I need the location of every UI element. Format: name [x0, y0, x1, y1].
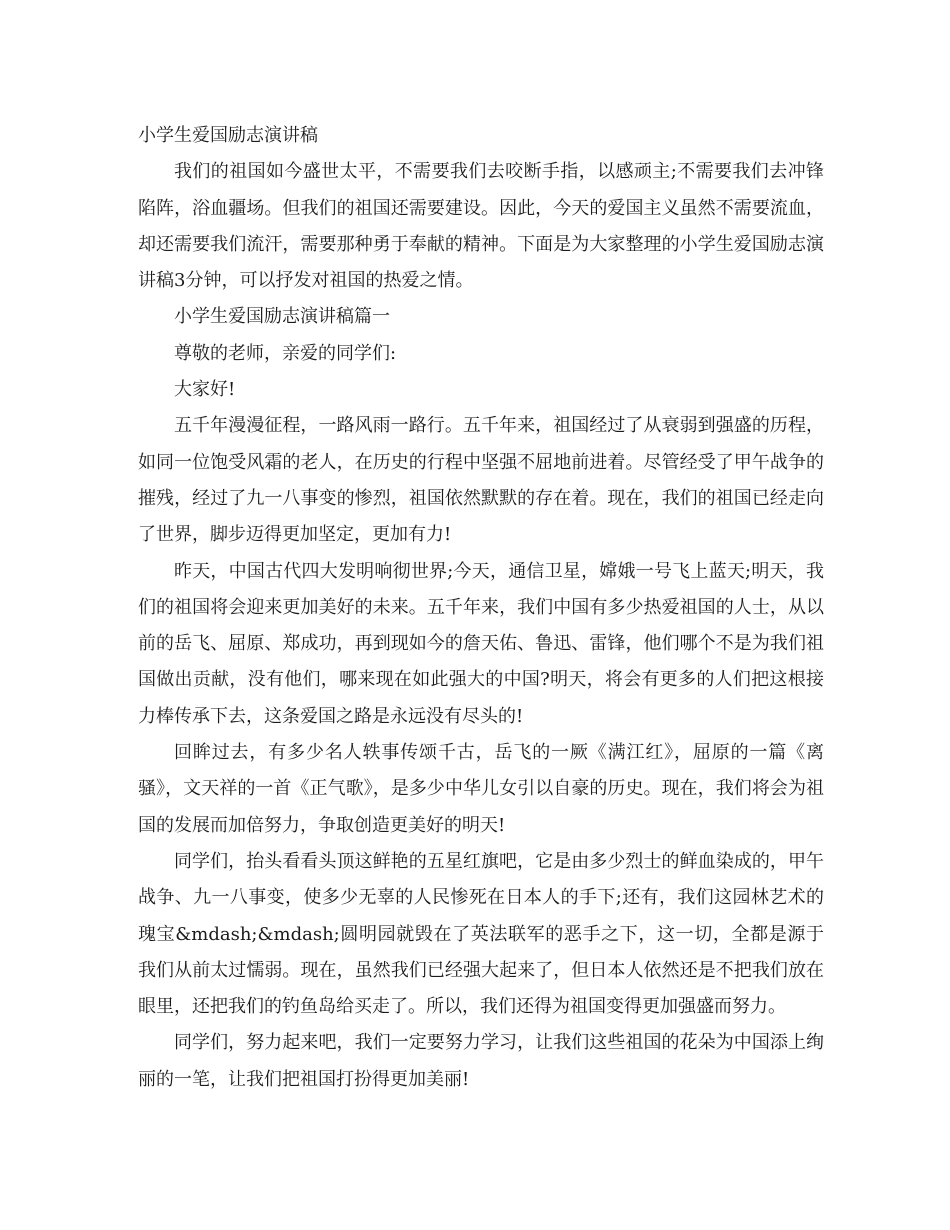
- document-title: 小学生爱国励志演讲稿: [138, 125, 318, 146]
- intro-paragraph: 我们的祖国如今盛世太平，不需要我们去咬断手指，以感顽主;不需要我们去冲锋陷阵，浴血疆场。但我们的祖国还需要建设。因此，今天的爱国主义虽然不需要流血，却还需要我们流汗，需要那种勇于奉献的精神。下面是为大家整理的小学生爱国励志演讲稿3分钟，可以抒发对祖国的热爱之情。: [138, 161, 824, 292]
- body-paragraph: 五千年漫漫征程，一路风雨一路行。五千年来，祖国经过了从衰弱到强盛的历程，如同一位饱受风霜的老人，在历史的行程中坚强不屈地前进着。尽管经受了甲午战争的摧残，经过了九一八事变的惨烈，祖国依然默默的存在着。现在，我们的祖国已经走向了世界，脚步迈得更加坚定，更加有力!: [138, 415, 824, 546]
- body-paragraph: 回眸过去，有多少名人轶事传颂千古，岳飞的一厥《满江红》，屈原的一篇《离骚》，文天祥的一首《正气歌》，是多少中华儿女引以自豪的历史。现在，我们将会为祖国的发展而加倍努力，争取创造更美好的明天!: [138, 742, 824, 836]
- salutation: 尊敬的老师，亲爱的同学们:: [174, 342, 397, 364]
- greeting: 大家好!: [174, 379, 236, 401]
- body-paragraph: 昨天，中国古代四大发明响彻世界;今天，通信卫星，嫦娥一号飞上蓝天;明天，我们的祖国将会迎来更加美好的未来。五千年来，我们中国有多少热爱祖国的人士，从以前的岳飞、屈原、郑成功，再到现如今的詹天佑、鲁迅、雷锋，他们哪个不是为我们祖国做出贡献，没有他们，哪来现在如此强大的中国?明天，将会有更多的人们把这根接力棒传承下去，这条爱国之路是永远没有尽头的!: [138, 560, 824, 727]
- document-body: [138, 118, 824, 1098]
- section-heading: 小学生爱国励志演讲稿篇一: [174, 306, 390, 328]
- closing-paragraph: 同学们，努力起来吧，我们一定要努力学习，让我们这些祖国的花朵为中国添上绚丽的一笔，让我们把祖国打扮得更加美丽!: [138, 1032, 824, 1090]
- body-paragraph: 同学们，抬头看看头顶这鲜艳的五星红旗吧，它是由多少烈士的鲜血染成的，甲午战争、九一八事变，使多少无辜的人民惨死在日本人的手下;还有，我们这园林艺术的瑰宝&mdash;&mdash;圆明园就毁在了英法联军的恶手之下，这一切，全都是源于我们从前太过懦弱。现在，虽然我们已经强大起来了，但日本人依然还是不把我们放在眼里，还把我们的钓鱼岛给买走了。所以，我们还得为祖国变得更加强盛而努力。: [138, 850, 824, 1018]
